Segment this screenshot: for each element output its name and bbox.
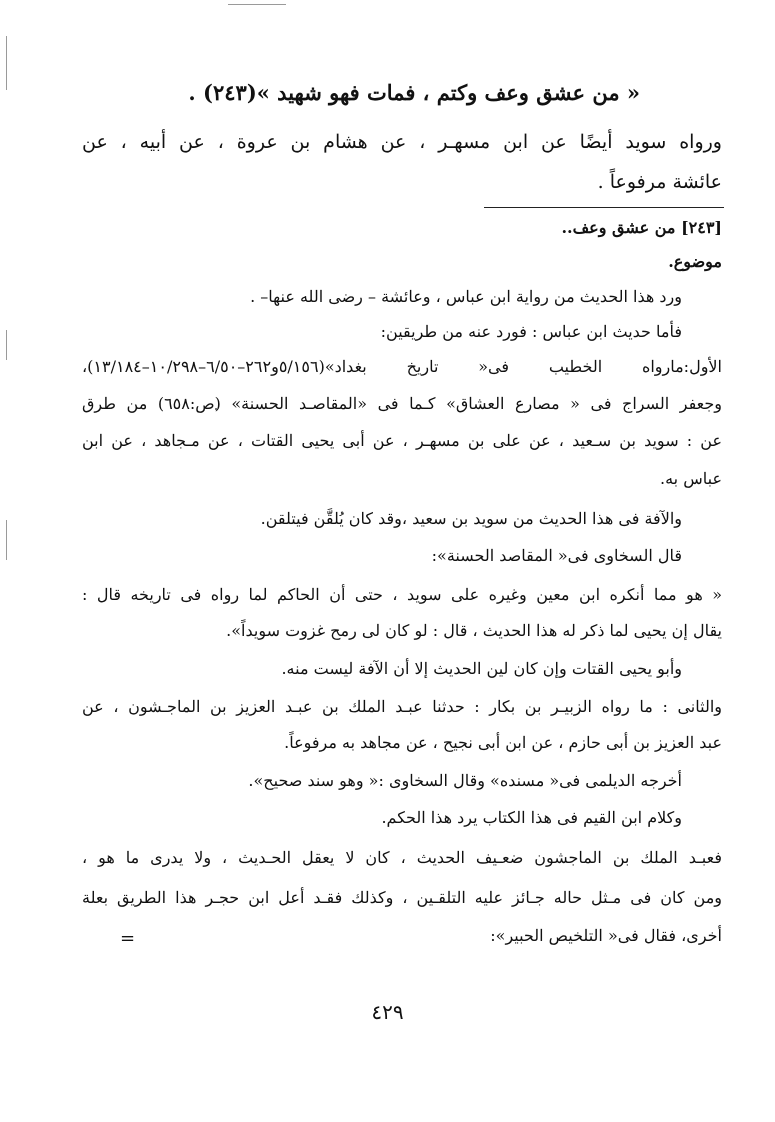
footnote-verdict: موضوع. [668, 252, 722, 271]
footnote-separator [484, 207, 724, 208]
main-text-line: عائشة مرفوعاً . [597, 171, 722, 193]
page-number: ٤٢٩ [371, 1000, 404, 1024]
footnote-line: « هو مما أنكره ابن معين وغيره على سويد ، حتى أن الحاكم لما رواه فى تاريخه قال : [82, 585, 722, 604]
footnote-line: فأما حديث ابن عباس : فورد عنه من طريقين: [380, 322, 682, 341]
footnote-line: وكلام ابن القيم فى هذا الكتاب يرد هذا الحكم. [381, 808, 682, 827]
footnote-line: أخرجه الديلمى فى« مسنده» وقال السخاوى :« وهو سند صحيح». [248, 771, 682, 790]
footnote-line: يقال إن يحيى لما ذكر له هذا الحديث ، قال : لو كان لى رمح غزوت سويداً». [226, 621, 722, 640]
footnote-line: والآفة فى هذا الحديث من سويد بن سعيد ،وقد كان يُلقَّن فيتلقن. [260, 509, 682, 528]
footnote-line: الأول:مارواه الخطيب فى« تاريخ بغداد»(٥/١٥٦و٢٦٢–٦/٥٠–١٠/٢٩٨–١٣/١٨٤)، [82, 357, 722, 376]
scan-artifact [228, 4, 286, 5]
main-text-line: ورواه سويد أيضًا عن ابن مسهـر ، عن هشام بن عروة ، عن أبيه ، عن [82, 131, 722, 153]
scan-artifact [6, 36, 7, 90]
footnote-line: ورد هذا الحديث من رواية ابن عباس ، وعائشة – رضى الله عنها– . [250, 287, 682, 306]
footnote-line: فعبـد الملك بن الماجشون ضعـيف الحديث ، كان لا يعقل الحـديث ، ولا يدرى ما هو ، [82, 848, 722, 867]
footnote-line: قال السخاوى فى« المقاصد الحسنة»: [431, 546, 682, 565]
footnote-line: وأبو يحيى القتات وإن كان لين الحديث إلا أن الآفة ليست منه. [281, 659, 682, 678]
footnote-line: عبد العزيز بن أبى حازم ، عن ابن أبى نجيح ، عن مجاهد به مرفوعاً. [284, 733, 722, 752]
footnote-line: عباس به. [660, 469, 722, 488]
footnote-line: عن : سويد بن سـعيد ، عن على بن مسهـر ، عن أبى يحيى القتات ، عن مـجاهد ، عن ابن [82, 431, 723, 450]
scan-artifact [6, 330, 7, 360]
scan-artifact [6, 520, 7, 560]
hadith-heading: « من عشق وعف وكتم ، فمات فهو شهيد »(٢٤٣) . [188, 80, 640, 105]
footnote-label: [٢٤٣] من عشق وعف.. [561, 218, 722, 237]
footnote-line: والثانى : ما رواه الزبيـر بن بكار : حدثنا عبـد الملك بن عبـد العزيز بن الماجـشون ، عن [82, 697, 722, 716]
footnote-line: أخرى، فقال فى« التلخيص الحبير»: [490, 926, 722, 945]
footnote-line: ومن كان فى مـثل حاله جـائز عليه التلقـين ، وكذلك فقـد أعل ابن حجـر هذا الطريق بعلة [82, 888, 722, 907]
continuation-mark: = [120, 928, 136, 949]
footnote-line: وجعفر السراج فى « مصارع العشاق» كـما فى «المقاصـد الحسنة» (ص:٦٥٨) من طرق [82, 394, 723, 413]
